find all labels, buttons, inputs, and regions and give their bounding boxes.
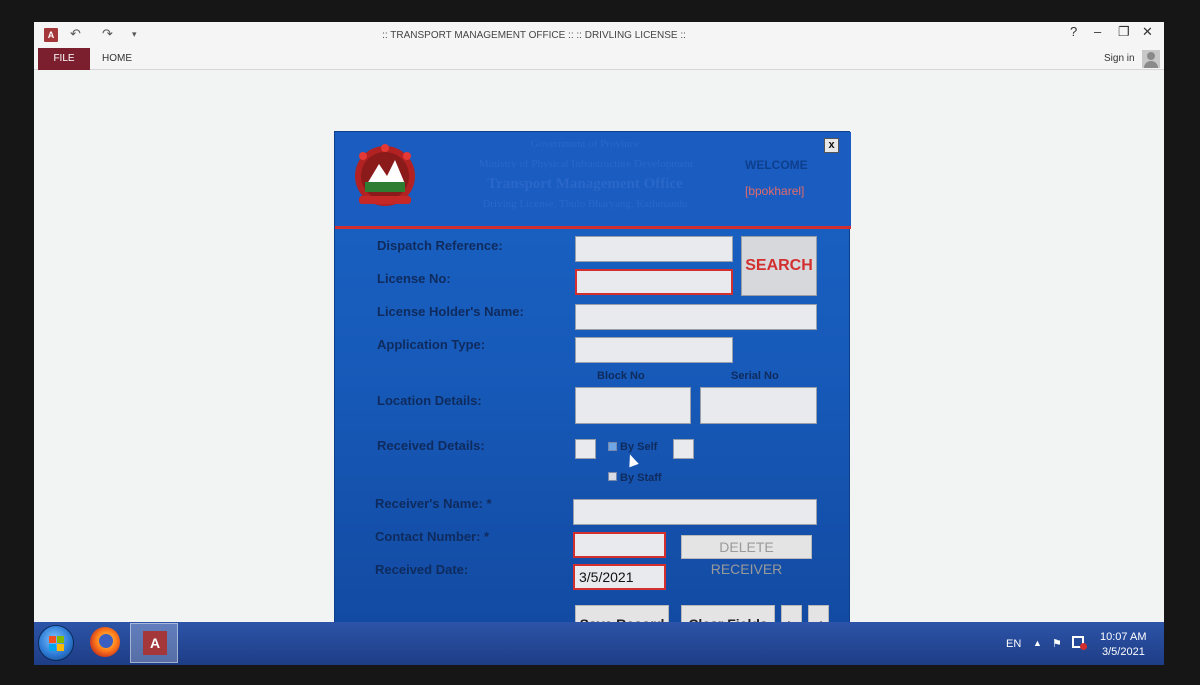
application-type-label: Application Type: xyxy=(377,337,486,352)
avatar-icon[interactable] xyxy=(1142,50,1160,68)
header-government: Government of Province xyxy=(530,138,640,150)
clock-date[interactable]: 3/5/2021 xyxy=(1102,646,1145,658)
avatar-body xyxy=(1144,61,1158,68)
windows-logo-icon xyxy=(49,636,65,652)
by-self-checkbox[interactable] xyxy=(608,442,617,451)
search-button[interactable]: SEARCH xyxy=(741,236,817,296)
desktop-screen xyxy=(34,22,1164,665)
title-bar xyxy=(34,22,1164,48)
by-staff-label: By Staff xyxy=(620,472,662,484)
license-no-input[interactable] xyxy=(575,269,733,295)
logo-yellow xyxy=(57,644,64,651)
license-dispatch-form xyxy=(334,131,850,653)
network-error-icon xyxy=(1080,643,1087,650)
logo-blue xyxy=(49,644,56,651)
header-office: Transport Management Office xyxy=(487,176,683,192)
dispatch-reference-input[interactable] xyxy=(575,236,733,262)
contact-number-label: Contact Number: * xyxy=(375,529,490,544)
serial-no-label: Serial No xyxy=(731,370,779,382)
restore-button[interactable]: ❐ xyxy=(1118,24,1130,39)
holder-name-label: License Holder's Name: xyxy=(377,304,524,319)
block-no-label: Block No xyxy=(597,370,645,382)
delete-receiver-button[interactable]: DELETE RECEIVER xyxy=(681,535,812,559)
window-title: :: TRANSPORT MANAGEMENT OFFICE :: :: DRIVLING LICENSE :: xyxy=(382,30,686,41)
tab-file[interactable]: FILE xyxy=(38,48,90,70)
username-label: [bpokharel] xyxy=(745,184,805,198)
close-window-button[interactable]: ✕ xyxy=(1142,24,1153,39)
by-self-label: By Self xyxy=(620,441,658,453)
close-form-button[interactable]: x xyxy=(824,138,839,153)
firefox-globe xyxy=(99,634,113,648)
start-button[interactable] xyxy=(38,625,74,661)
received-details-label: Received Details: xyxy=(377,438,485,453)
logo-green xyxy=(57,636,64,643)
avatar-head xyxy=(1147,52,1155,60)
received-date-label: Received Date: xyxy=(375,562,469,577)
nepal-emblem-icon xyxy=(345,142,425,212)
language-indicator[interactable]: EN xyxy=(1006,638,1022,650)
customize-qat-icon[interactable]: ▾ xyxy=(132,29,137,39)
access-taskbar-button[interactable] xyxy=(130,623,178,663)
by-staff-checkbox[interactable] xyxy=(608,472,617,481)
access-app-icon: A xyxy=(44,28,58,42)
header-address: Driving License, Thulo Bharyang, Kathmandu xyxy=(482,198,688,210)
tab-home[interactable]: HOME xyxy=(102,53,132,64)
ribbon-tabs xyxy=(34,48,1164,70)
location-details-label: Location Details: xyxy=(377,393,482,408)
mouse-cursor-icon xyxy=(625,453,639,468)
license-no-label: License No: xyxy=(377,271,451,286)
undo-icon[interactable]: ↶ xyxy=(70,26,81,41)
receiver-name-label: Receiver's Name: * xyxy=(375,496,492,511)
contact-number-input[interactable] xyxy=(573,532,666,558)
action-center-flag-icon[interactable]: ⚑ xyxy=(1052,638,1062,650)
redo-icon[interactable]: ↷ xyxy=(102,26,113,41)
workspace xyxy=(34,71,1164,622)
header-ministry: Ministry of Physical Infrastructure Development xyxy=(478,158,694,170)
access-icon: A xyxy=(143,631,167,655)
taskbar xyxy=(34,622,1164,665)
receiver-name-input[interactable] xyxy=(573,499,817,525)
minimize-button[interactable]: – xyxy=(1094,24,1102,39)
dispatch-reference-label: Dispatch Reference: xyxy=(377,238,503,253)
holder-name-input[interactable] xyxy=(575,304,817,330)
logo-red xyxy=(49,636,56,643)
application-type-input[interactable] xyxy=(575,337,733,363)
received-left-box[interactable] xyxy=(575,439,596,459)
block-no-input[interactable] xyxy=(575,387,691,424)
help-button[interactable]: ? xyxy=(1070,24,1078,39)
header-divider xyxy=(335,226,851,229)
serial-no-input[interactable] xyxy=(700,387,817,424)
welcome-label: WELCOME xyxy=(745,158,808,172)
firefox-icon[interactable] xyxy=(90,627,120,657)
clock-time[interactable]: 10:07 AM xyxy=(1100,631,1147,643)
sign-in-link[interactable]: Sign in xyxy=(1104,53,1135,64)
show-hidden-icons-icon[interactable]: ▲ xyxy=(1033,638,1042,648)
form-header xyxy=(335,132,851,228)
received-date-input[interactable]: 3/5/2021 xyxy=(573,564,666,590)
received-right-box[interactable] xyxy=(673,439,694,459)
